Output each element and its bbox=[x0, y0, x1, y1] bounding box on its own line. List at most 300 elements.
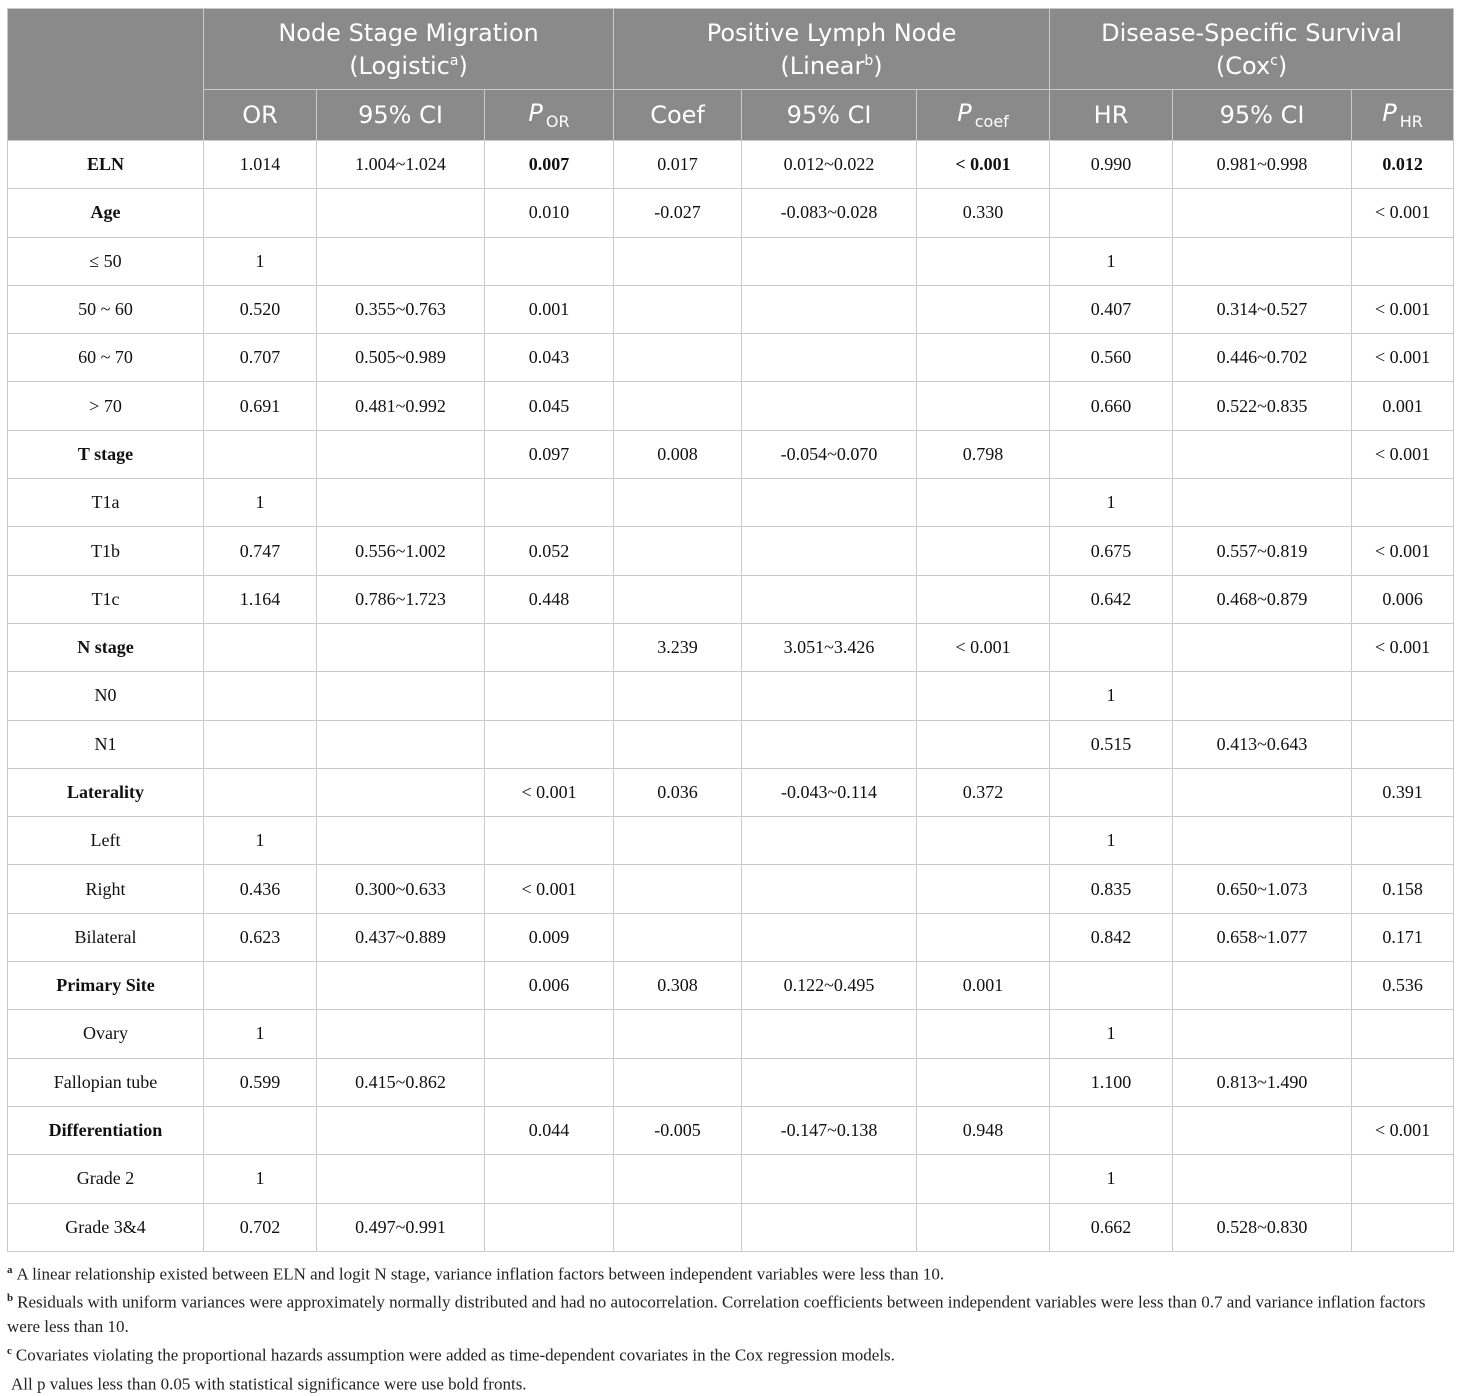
footnote bbox=[7, 1286, 1453, 1339]
table-cell: 0.407 bbox=[1050, 285, 1173, 333]
row-label: Primary Site bbox=[8, 962, 204, 1010]
table-row bbox=[8, 334, 1454, 382]
table-row bbox=[8, 479, 1454, 527]
table-row bbox=[8, 865, 1454, 913]
row-label: 60 ~ 70 bbox=[8, 334, 204, 382]
table-cell bbox=[204, 1106, 317, 1154]
row-label: > 70 bbox=[8, 382, 204, 430]
column-header-1 bbox=[204, 90, 317, 141]
row-label: Fallopian tube bbox=[8, 1058, 204, 1106]
table-row bbox=[8, 1106, 1454, 1154]
footnote-marker: c bbox=[7, 1345, 12, 1358]
table-cell bbox=[1173, 430, 1352, 478]
p-value-symbol: P bbox=[957, 99, 972, 127]
table-cell bbox=[742, 575, 917, 623]
results-table-container bbox=[7, 8, 1453, 1396]
table-cell bbox=[317, 430, 485, 478]
table-cell: 0.437~0.889 bbox=[317, 913, 485, 961]
table-cell: 0.658~1.077 bbox=[1173, 913, 1352, 961]
table-cell bbox=[1352, 1010, 1454, 1058]
table-row bbox=[8, 817, 1454, 865]
table-cell: 0.675 bbox=[1050, 527, 1173, 575]
table-cell: < 0.001 bbox=[1352, 527, 1454, 575]
table-cell bbox=[742, 1203, 917, 1251]
column-header-8 bbox=[1173, 90, 1352, 141]
header-group-close: ) bbox=[873, 51, 883, 80]
table-cell bbox=[614, 285, 742, 333]
table-cell bbox=[204, 623, 317, 671]
table-cell bbox=[614, 334, 742, 382]
table-cell bbox=[614, 479, 742, 527]
header-corner-cell bbox=[8, 9, 204, 141]
table-cell bbox=[917, 237, 1050, 285]
table-cell: 0.798 bbox=[917, 430, 1050, 478]
table-cell bbox=[1173, 189, 1352, 237]
p-value-subscript: coef bbox=[974, 112, 1009, 131]
table-cell bbox=[742, 382, 917, 430]
footnote-marker: a bbox=[449, 52, 459, 69]
table-cell: < 0.001 bbox=[1352, 623, 1454, 671]
column-header-label: Coef bbox=[650, 101, 705, 129]
p-value-symbol: P bbox=[528, 99, 543, 127]
column-header-3 bbox=[485, 90, 614, 141]
table-cell: -0.054~0.070 bbox=[742, 430, 917, 478]
table-cell: < 0.001 bbox=[1352, 285, 1454, 333]
table-cell: 1 bbox=[204, 817, 317, 865]
table-cell: 1 bbox=[1050, 479, 1173, 527]
table-cell: 0.599 bbox=[204, 1058, 317, 1106]
table-cell bbox=[614, 1010, 742, 1058]
table-cell bbox=[1173, 479, 1352, 527]
table-cell bbox=[614, 720, 742, 768]
table-cell bbox=[1050, 1106, 1173, 1154]
header-group-close: ) bbox=[458, 51, 468, 80]
table-cell: 0.007 bbox=[485, 141, 614, 189]
table-cell bbox=[1173, 817, 1352, 865]
table-cell bbox=[1173, 237, 1352, 285]
table-cell bbox=[1173, 1155, 1352, 1203]
footnote-marker: a bbox=[7, 1263, 13, 1276]
table-cell: 0.528~0.830 bbox=[1173, 1203, 1352, 1251]
table-cell bbox=[317, 768, 485, 816]
table-cell bbox=[204, 430, 317, 478]
row-label: Laterality bbox=[8, 768, 204, 816]
table-cell bbox=[485, 1058, 614, 1106]
table-cell bbox=[485, 479, 614, 527]
row-label: Bilateral bbox=[8, 913, 204, 961]
table-cell: -0.043~0.114 bbox=[742, 768, 917, 816]
table-row bbox=[8, 1155, 1454, 1203]
p-value-subscript: OR bbox=[545, 112, 570, 131]
footnote-text: All p values less than 0.05 with statistical significance were use bold fronts. bbox=[11, 1374, 527, 1394]
table-cell bbox=[742, 817, 917, 865]
footnote-marker: b bbox=[7, 1292, 14, 1305]
table-cell: 0.747 bbox=[204, 527, 317, 575]
table-cell bbox=[614, 1203, 742, 1251]
table-cell: 1 bbox=[204, 237, 317, 285]
table-cell: 3.239 bbox=[614, 623, 742, 671]
table-cell bbox=[1352, 1155, 1454, 1203]
table-cell: 0.001 bbox=[485, 285, 614, 333]
table-cell bbox=[1173, 672, 1352, 720]
table-row bbox=[8, 141, 1454, 189]
header-group-3 bbox=[1050, 9, 1454, 90]
table-cell bbox=[917, 479, 1050, 527]
row-label: Left bbox=[8, 817, 204, 865]
table-cell: < 0.001 bbox=[1352, 430, 1454, 478]
header-group-model: (Cox bbox=[1215, 51, 1271, 80]
table-cell: 0.560 bbox=[1050, 334, 1173, 382]
table-row bbox=[8, 720, 1454, 768]
table-cell: 0.662 bbox=[1050, 1203, 1173, 1251]
row-label: Age bbox=[8, 189, 204, 237]
table-cell: -0.083~0.028 bbox=[742, 189, 917, 237]
table-cell bbox=[1173, 768, 1352, 816]
table-cell bbox=[1352, 817, 1454, 865]
table-cell: 0.043 bbox=[485, 334, 614, 382]
table-cell: 0.702 bbox=[204, 1203, 317, 1251]
table-cell bbox=[917, 575, 1050, 623]
table-row bbox=[8, 1203, 1454, 1251]
table-cell bbox=[614, 527, 742, 575]
table-cell: 0.006 bbox=[1352, 575, 1454, 623]
table-cell bbox=[742, 865, 917, 913]
table-cell bbox=[204, 720, 317, 768]
table-cell bbox=[614, 575, 742, 623]
table-footnotes bbox=[7, 1258, 1453, 1396]
table-row bbox=[8, 962, 1454, 1010]
table-cell: 0.520 bbox=[204, 285, 317, 333]
footnote bbox=[7, 1368, 1453, 1396]
table-cell bbox=[742, 285, 917, 333]
table-cell bbox=[317, 672, 485, 720]
table-cell bbox=[614, 913, 742, 961]
row-label: T1c bbox=[8, 575, 204, 623]
header-group-2 bbox=[614, 9, 1050, 90]
table-cell: 0.413~0.643 bbox=[1173, 720, 1352, 768]
header-group-title: Node Stage Migration bbox=[278, 18, 539, 47]
row-label: N stage bbox=[8, 623, 204, 671]
header-group-close: ) bbox=[1277, 51, 1288, 80]
table-cell bbox=[485, 817, 614, 865]
table-cell bbox=[917, 1203, 1050, 1251]
column-header-2 bbox=[317, 90, 485, 141]
table-cell: 0.990 bbox=[1050, 141, 1173, 189]
table-cell: 1 bbox=[204, 479, 317, 527]
table-cell: < 0.001 bbox=[917, 623, 1050, 671]
table-cell: 0.044 bbox=[485, 1106, 614, 1154]
table-cell bbox=[317, 1106, 485, 1154]
table-cell bbox=[742, 913, 917, 961]
table-cell bbox=[485, 623, 614, 671]
column-header-9 bbox=[1352, 90, 1454, 141]
table-row bbox=[8, 382, 1454, 430]
table-cell bbox=[742, 479, 917, 527]
table-cell bbox=[742, 1058, 917, 1106]
table-cell bbox=[614, 672, 742, 720]
table-cell: 0.036 bbox=[614, 768, 742, 816]
footnote-marker: c bbox=[1270, 52, 1278, 69]
table-row bbox=[8, 237, 1454, 285]
table-cell: 0.008 bbox=[614, 430, 742, 478]
table-cell bbox=[317, 720, 485, 768]
table-cell: 0.556~1.002 bbox=[317, 527, 485, 575]
row-label: Differentiation bbox=[8, 1106, 204, 1154]
table-cell: 0.006 bbox=[485, 962, 614, 1010]
table-cell: < 0.001 bbox=[485, 768, 614, 816]
table-cell: 0.536 bbox=[1352, 962, 1454, 1010]
table-cell bbox=[317, 817, 485, 865]
table-cell: 0.786~1.723 bbox=[317, 575, 485, 623]
table-cell bbox=[742, 1155, 917, 1203]
table-cell: 0.642 bbox=[1050, 575, 1173, 623]
table-cell: 0.122~0.495 bbox=[742, 962, 917, 1010]
column-header-6 bbox=[917, 90, 1050, 141]
table-cell: 0.052 bbox=[485, 527, 614, 575]
table-cell: 3.051~3.426 bbox=[742, 623, 917, 671]
table-cell: 1 bbox=[1050, 672, 1173, 720]
table-cell: 0.842 bbox=[1050, 913, 1173, 961]
table-row bbox=[8, 575, 1454, 623]
row-label: T stage bbox=[8, 430, 204, 478]
table-cell bbox=[1352, 672, 1454, 720]
table-cell bbox=[917, 285, 1050, 333]
table-cell bbox=[917, 1010, 1050, 1058]
table-cell bbox=[1173, 1106, 1352, 1154]
column-header-label: 95% CI bbox=[1219, 101, 1305, 129]
column-header-label: HR bbox=[1093, 101, 1129, 129]
table-cell bbox=[614, 1155, 742, 1203]
row-label: Ovary bbox=[8, 1010, 204, 1058]
table-cell: 0.497~0.991 bbox=[317, 1203, 485, 1251]
table-cell: 0.415~0.862 bbox=[317, 1058, 485, 1106]
footnote-text: Residuals with uniform variances were approximately normally distributed and had no autocorrelation. Correlation coefficients between independent variables were less than 0.7 and variance inflation factors were less than 10. bbox=[7, 1293, 1426, 1337]
table-row bbox=[8, 913, 1454, 961]
table-cell: 0.623 bbox=[204, 913, 317, 961]
table-cell: 0.691 bbox=[204, 382, 317, 430]
table-cell: -0.147~0.138 bbox=[742, 1106, 917, 1154]
table-body bbox=[8, 141, 1454, 1252]
table-cell bbox=[917, 913, 1050, 961]
footnote bbox=[7, 1258, 1453, 1287]
table-cell bbox=[742, 334, 917, 382]
table-cell: 1 bbox=[204, 1010, 317, 1058]
table-cell bbox=[317, 237, 485, 285]
table-cell bbox=[614, 817, 742, 865]
table-cell: 0.948 bbox=[917, 1106, 1050, 1154]
row-label: Grade 3&4 bbox=[8, 1203, 204, 1251]
table-cell: 0.650~1.073 bbox=[1173, 865, 1352, 913]
table-cell: 0.660 bbox=[1050, 382, 1173, 430]
regression-results-table bbox=[7, 8, 1454, 1252]
table-cell: 0.314~0.527 bbox=[1173, 285, 1352, 333]
table-cell bbox=[204, 672, 317, 720]
row-label: T1b bbox=[8, 527, 204, 575]
table-cell: 0.446~0.702 bbox=[1173, 334, 1352, 382]
table-header bbox=[8, 9, 1454, 141]
table-cell bbox=[614, 237, 742, 285]
table-cell bbox=[917, 1155, 1050, 1203]
table-cell: 0.012~0.022 bbox=[742, 141, 917, 189]
table-row bbox=[8, 285, 1454, 333]
table-cell bbox=[742, 237, 917, 285]
table-cell bbox=[917, 334, 1050, 382]
table-cell: 0.813~1.490 bbox=[1173, 1058, 1352, 1106]
table-cell: 1.164 bbox=[204, 575, 317, 623]
table-cell: 1.004~1.024 bbox=[317, 141, 485, 189]
table-cell bbox=[917, 672, 1050, 720]
table-row bbox=[8, 1058, 1454, 1106]
column-header-7 bbox=[1050, 90, 1173, 141]
table-row bbox=[8, 430, 1454, 478]
table-cell bbox=[1050, 768, 1173, 816]
row-label: 50 ~ 60 bbox=[8, 285, 204, 333]
table-cell bbox=[1352, 1203, 1454, 1251]
table-cell: 0.308 bbox=[614, 962, 742, 1010]
table-cell: 0.300~0.633 bbox=[317, 865, 485, 913]
footnote-text: Covariates violating the proportional hazards assumption were added as time-dependent covariates in the Cox regression models. bbox=[15, 1345, 895, 1365]
table-cell bbox=[614, 382, 742, 430]
row-label: Right bbox=[8, 865, 204, 913]
header-group-model: (Linear bbox=[780, 51, 865, 80]
table-cell bbox=[1050, 623, 1173, 671]
table-row bbox=[8, 527, 1454, 575]
table-row bbox=[8, 672, 1454, 720]
table-cell: < 0.001 bbox=[485, 865, 614, 913]
table-cell: 1 bbox=[204, 1155, 317, 1203]
table-cell: 0.012 bbox=[1352, 141, 1454, 189]
table-cell: 0.468~0.879 bbox=[1173, 575, 1352, 623]
table-cell bbox=[1352, 1058, 1454, 1106]
row-label: T1a bbox=[8, 479, 204, 527]
table-cell bbox=[204, 768, 317, 816]
table-cell: 0.355~0.763 bbox=[317, 285, 485, 333]
table-cell: 0.505~0.989 bbox=[317, 334, 485, 382]
table-row bbox=[8, 623, 1454, 671]
table-cell: 0.515 bbox=[1050, 720, 1173, 768]
table-cell: 1 bbox=[1050, 237, 1173, 285]
table-cell bbox=[742, 672, 917, 720]
table-cell bbox=[1050, 962, 1173, 1010]
table-cell: 0.448 bbox=[485, 575, 614, 623]
table-cell bbox=[1173, 623, 1352, 671]
table-cell: 0.557~0.819 bbox=[1173, 527, 1352, 575]
table-row bbox=[8, 189, 1454, 237]
table-cell bbox=[317, 962, 485, 1010]
table-cell bbox=[614, 865, 742, 913]
footnote-text: A linear relationship existed between ELN and logit N stage, variance inflation factors between independent variables were less than 10. bbox=[16, 1264, 945, 1284]
table-cell bbox=[917, 865, 1050, 913]
table-row bbox=[8, 1010, 1454, 1058]
table-cell: 0.097 bbox=[485, 430, 614, 478]
table-cell bbox=[204, 962, 317, 1010]
table-cell: 0.017 bbox=[614, 141, 742, 189]
table-cell bbox=[742, 527, 917, 575]
table-cell: 0.009 bbox=[485, 913, 614, 961]
table-row bbox=[8, 768, 1454, 816]
table-cell: -0.005 bbox=[614, 1106, 742, 1154]
table-cell bbox=[1173, 1010, 1352, 1058]
table-cell: 0.707 bbox=[204, 334, 317, 382]
table-cell: 1.100 bbox=[1050, 1058, 1173, 1106]
header-group-1 bbox=[204, 9, 614, 90]
table-cell bbox=[917, 527, 1050, 575]
row-label: ≤ 50 bbox=[8, 237, 204, 285]
table-cell bbox=[1352, 720, 1454, 768]
table-cell bbox=[917, 1058, 1050, 1106]
row-label: N1 bbox=[8, 720, 204, 768]
row-label: N0 bbox=[8, 672, 204, 720]
table-cell bbox=[742, 1010, 917, 1058]
table-cell bbox=[317, 479, 485, 527]
table-cell: < 0.001 bbox=[917, 141, 1050, 189]
table-cell: 1.014 bbox=[204, 141, 317, 189]
table-cell: 0.481~0.992 bbox=[317, 382, 485, 430]
table-cell bbox=[1050, 189, 1173, 237]
table-cell: 0.835 bbox=[1050, 865, 1173, 913]
table-cell bbox=[1050, 430, 1173, 478]
table-cell bbox=[317, 623, 485, 671]
table-cell bbox=[742, 720, 917, 768]
table-cell: < 0.001 bbox=[1352, 334, 1454, 382]
table-cell bbox=[485, 237, 614, 285]
table-cell bbox=[485, 672, 614, 720]
table-cell: < 0.001 bbox=[1352, 1106, 1454, 1154]
footnote bbox=[7, 1339, 1453, 1368]
column-header-label: 95% CI bbox=[786, 101, 872, 129]
table-cell bbox=[204, 189, 317, 237]
table-cell bbox=[485, 1010, 614, 1058]
table-cell: 0.372 bbox=[917, 768, 1050, 816]
table-cell bbox=[917, 720, 1050, 768]
column-header-4 bbox=[614, 90, 742, 141]
table-cell: 0.001 bbox=[1352, 382, 1454, 430]
table-cell: 0.981~0.998 bbox=[1173, 141, 1352, 189]
footnote-marker: b bbox=[864, 52, 874, 69]
table-cell: 0.045 bbox=[485, 382, 614, 430]
table-cell bbox=[1352, 479, 1454, 527]
table-cell: -0.027 bbox=[614, 189, 742, 237]
p-value-symbol: P bbox=[1382, 99, 1397, 127]
column-header-label: 95% CI bbox=[358, 101, 443, 129]
row-label: ELN bbox=[8, 141, 204, 189]
table-cell: 1 bbox=[1050, 1155, 1173, 1203]
table-cell bbox=[917, 817, 1050, 865]
table-cell: 0.010 bbox=[485, 189, 614, 237]
table-cell bbox=[317, 189, 485, 237]
table-cell: 0.436 bbox=[204, 865, 317, 913]
table-cell: < 0.001 bbox=[1352, 189, 1454, 237]
table-cell bbox=[614, 1058, 742, 1106]
header-group-title: Disease-Specific Survival bbox=[1101, 18, 1402, 47]
table-cell: 1 bbox=[1050, 1010, 1173, 1058]
header-group-model: (Logistic bbox=[349, 51, 450, 80]
p-value-subscript: HR bbox=[1399, 112, 1423, 131]
table-cell bbox=[1173, 962, 1352, 1010]
table-cell bbox=[317, 1010, 485, 1058]
table-cell bbox=[917, 382, 1050, 430]
table-cell: 0.330 bbox=[917, 189, 1050, 237]
table-cell bbox=[485, 1155, 614, 1203]
table-cell: 0.522~0.835 bbox=[1173, 382, 1352, 430]
table-cell bbox=[317, 1155, 485, 1203]
table-cell bbox=[485, 1203, 614, 1251]
table-cell: 1 bbox=[1050, 817, 1173, 865]
row-label: Grade 2 bbox=[8, 1155, 204, 1203]
table-cell bbox=[1352, 237, 1454, 285]
column-header-label: OR bbox=[242, 101, 278, 129]
table-cell bbox=[485, 720, 614, 768]
